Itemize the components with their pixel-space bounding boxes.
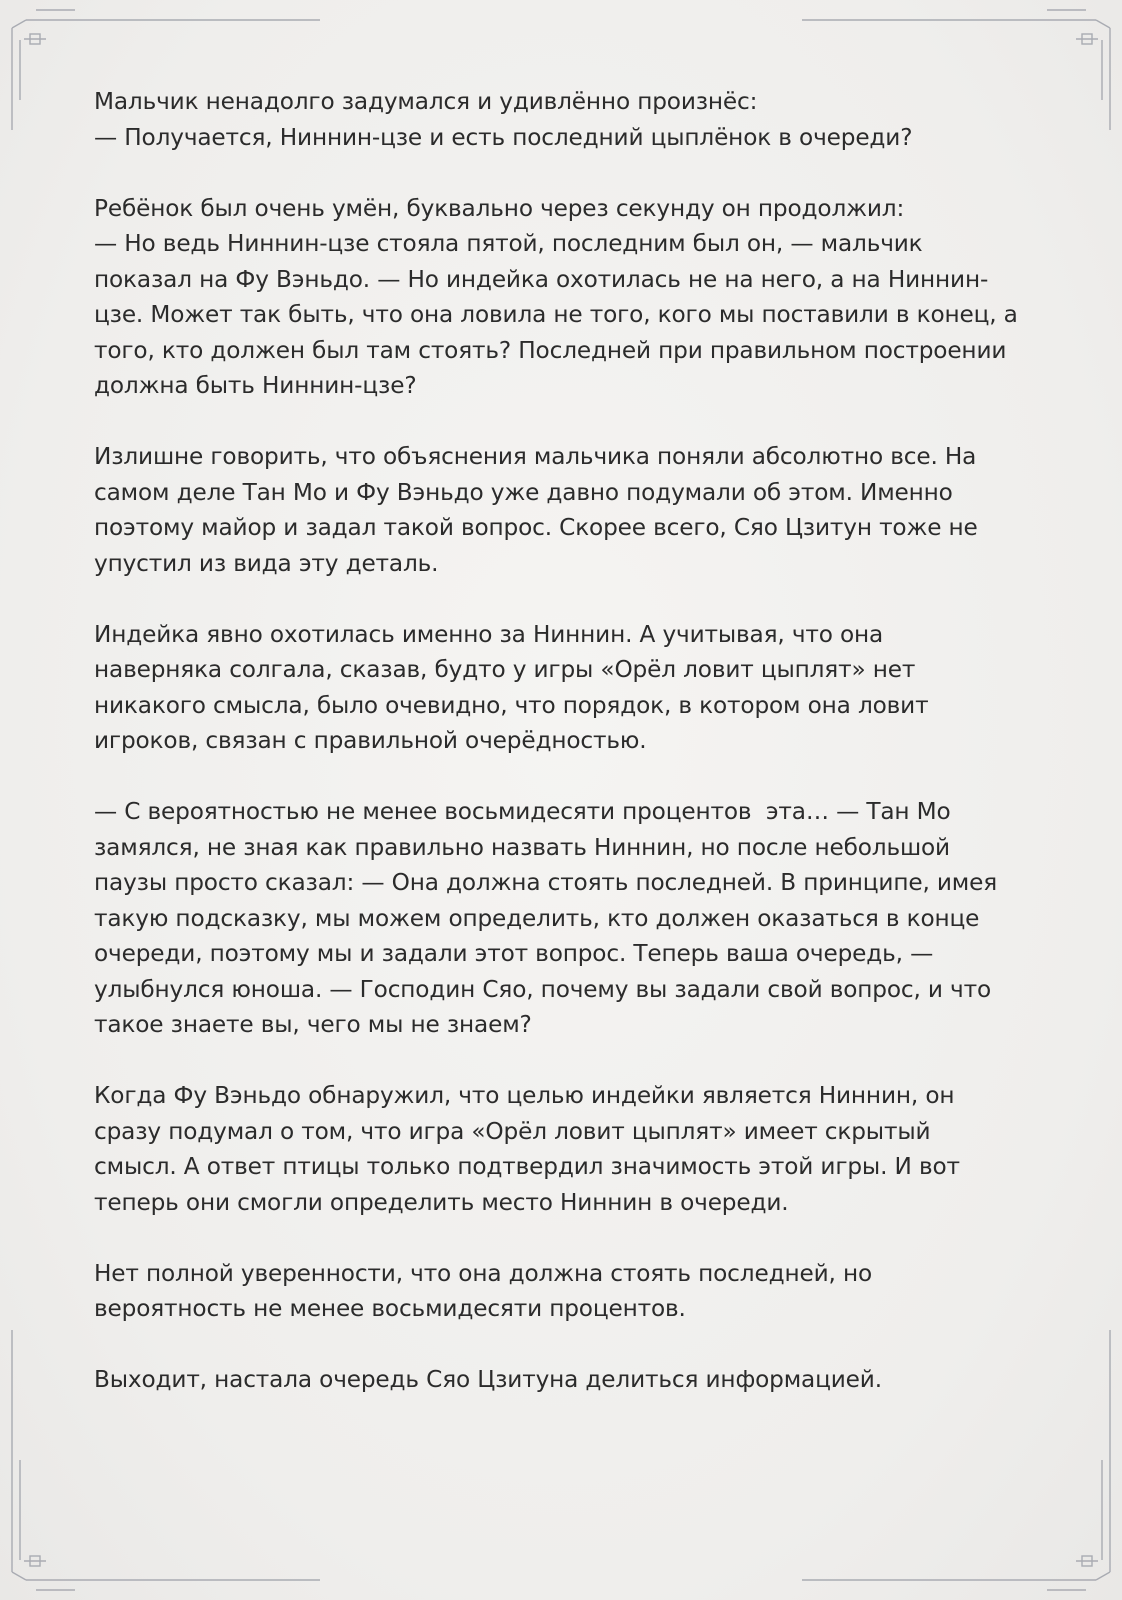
text-line: того, кто должен был там стоять? Последней при правильном построении (94, 336, 1007, 364)
text-line: упустил из вида эту деталь. (94, 549, 439, 577)
text-line: Излишне говорить, что объяснения мальчика поняли абсолютно все. На (94, 443, 977, 470)
text-line: — Но ведь Ниннин-цзе стояла пятой, последним был он, — мальчик (94, 230, 923, 257)
text-line: вероятность не менее восьмидесяти процентов. (94, 1295, 686, 1322)
paragraph (94, 1256, 1034, 1327)
text-line: Мальчик ненадолго задумался и удивлённо произнёс: (94, 88, 758, 115)
text-line: такую подсказку, мы можем определить, кто должен оказаться в конце (94, 904, 980, 932)
text-line: — Получается, Ниннин-цзе и есть последний цыплёнок в очереди? (94, 123, 913, 151)
text-line: сразу подумал о том, что игра «Орёл ловит цыплят» имеет скрытый (94, 1117, 931, 1145)
text-line: Индейка явно охотилась именно за Ниннин. А учитывая, что она (94, 620, 884, 648)
text-line: замялся, не зная как правильно назвать Ниннин, но после небольшой (94, 833, 950, 861)
chapter-text (94, 84, 1034, 1433)
text-line: — С вероятностью не менее восьмидесяти процентов эта… — Тан Мо (94, 798, 951, 825)
text-line: паузы просто сказал: — Она должна стоять последней. В принципе, имея (94, 869, 998, 896)
text-line: показал на Фу Вэньдо. — Но индейка охотилась не на него, а на Ниннин- (94, 265, 989, 293)
paragraph (94, 617, 1034, 759)
text-line: Ребёнок был очень умён, буквально через секунду он продолжил: (94, 194, 905, 222)
paragraph (94, 439, 1034, 581)
text-line: Нет полной уверенности, что она должна стоять последней, но (94, 1259, 872, 1287)
paragraph (94, 794, 1034, 1043)
text-line: поэтому майор и задал такой вопрос. Скорее всего, Сяо Цзитун тоже не (94, 514, 978, 541)
paragraph (94, 1078, 1034, 1220)
text-line: смысл. А ответ птицы только подтвердил значимость этой игры. И вот (94, 1153, 960, 1180)
text-line: Когда Фу Вэньдо обнаружил, что целью индейки является Ниннин, он (94, 1082, 955, 1109)
text-line: улыбнулся юноша. — Господин Сяо, почему вы задали свой вопрос, и что (94, 975, 991, 1003)
text-line: цзе. Может так быть, что она ловила не того, кого мы поставили в конец, а (94, 301, 1018, 328)
text-line: никакого смысла, было очевидно, что порядок, в котором она ловит (94, 691, 929, 719)
paragraph (94, 84, 1034, 155)
text-line: игроков, связан с правильной очерёдностью. (94, 727, 647, 754)
text-line: такое знаете вы, чего мы не знаем? (94, 1011, 532, 1038)
text-line: очереди, поэтому мы и задали этот вопрос. Теперь ваша очередь, — (94, 940, 934, 967)
paragraph (94, 191, 1034, 404)
text-line: наверняка солгала, сказав, будто у игры «Орёл ловит цыплят» нет (94, 656, 916, 683)
text-line: Выходит, настала очередь Сяо Цзитуна делиться информацией. (94, 1366, 882, 1393)
text-line: самом деле Тан Мо и Фу Вэньдо уже давно подумали об этом. Именно (94, 478, 953, 506)
text-line: должна быть Ниннин-цзе? (94, 372, 417, 399)
paragraph (94, 1362, 1034, 1398)
text-line: теперь они смогли определить место Ниннин в очереди. (94, 1188, 789, 1216)
